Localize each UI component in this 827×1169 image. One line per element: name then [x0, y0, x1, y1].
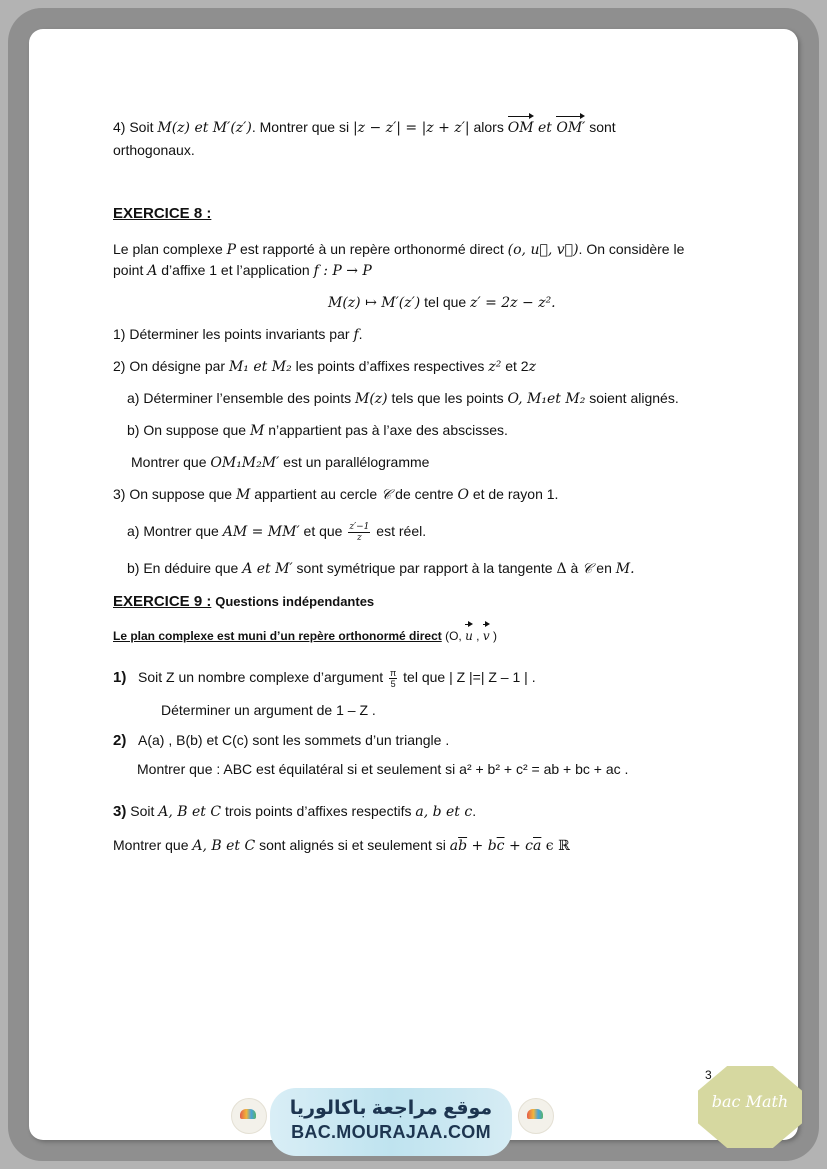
- ex8-text: 2) On désigne par: [113, 358, 229, 374]
- ex8-text: et 2: [501, 358, 529, 374]
- map-f: f : P → P: [313, 263, 372, 279]
- ex9-text: A(a) , B(b) et C(c) sont les sommets d’un triangle .: [138, 732, 450, 748]
- ex8-q1: [113, 325, 363, 344]
- point-m: M: [249, 423, 265, 439]
- ex8-text: et que: [299, 523, 347, 539]
- ex9-text: trois points d’affixes respectifs: [221, 803, 416, 819]
- real-set: ϵ ℝ: [541, 838, 570, 854]
- point-m: M: [235, 487, 251, 503]
- ex9-q2: [113, 731, 449, 750]
- question-number: 2): [113, 732, 127, 749]
- q4-line-2: orthogonaux.: [113, 142, 195, 158]
- ex8-text: b) On suppose que: [127, 422, 250, 438]
- ex8-text: tels que les points: [387, 390, 508, 406]
- ex9-q3: [113, 802, 476, 821]
- fraction-numerator: π: [390, 667, 397, 678]
- points-abc: A, B et C: [158, 804, 222, 820]
- ex9-frame-line: [113, 627, 497, 645]
- conjugate-c: $\overline{c}$: [496, 838, 505, 854]
- ex8-text: et de rayon 1.: [468, 486, 559, 502]
- ex8-q2b-line2: [131, 453, 429, 472]
- ex9-text: sont alignés si et seulement si: [255, 837, 450, 853]
- ex9-text: Soit: [126, 803, 159, 819]
- q4-points: M(z) et M′(z′): [157, 120, 252, 136]
- point-m: M.: [615, 561, 635, 577]
- fraction-denominator: 5: [390, 678, 396, 689]
- page-number: 3: [705, 1068, 712, 1082]
- plane-symbol: P: [226, 242, 237, 258]
- vector-v: v: [482, 629, 490, 643]
- ex8-text: 1) Déterminer les points invariants par: [113, 326, 354, 342]
- ex8-q2b: [127, 421, 508, 440]
- ex8-q2: [113, 357, 536, 376]
- ex8-point-line: [113, 261, 372, 280]
- f-symbol: f: [353, 327, 359, 343]
- question-number: 1): [113, 669, 127, 686]
- exercise-8-heading: EXERCICE 8 :: [113, 205, 212, 222]
- ex8-text: . On considère le: [578, 241, 685, 257]
- ex9-text: tel que | Z |=| Z – 1 | .: [399, 669, 536, 685]
- ex8-text: tel que: [420, 294, 471, 310]
- quadrilateral: OM₁M₂M′: [210, 455, 280, 471]
- ex9-q1: [113, 666, 536, 689]
- site-emblem-icon: [231, 1098, 267, 1134]
- ex8-text: 3) On suppose que: [113, 486, 236, 502]
- ex8-text: les points d’affixes respectives: [291, 358, 489, 374]
- point-a: A: [147, 263, 158, 279]
- points-abc: A, B et C: [192, 838, 256, 854]
- z-squared: z²: [488, 359, 502, 375]
- frame-notation: (o, u⃗, v⃗): [507, 242, 579, 258]
- ex8-text: Montrer que: [131, 454, 211, 470]
- ex8-text: Le plan complexe: [113, 241, 227, 257]
- ex8-text: b) En déduire que: [127, 560, 243, 576]
- ex8-text: a) Montrer que: [127, 523, 223, 539]
- vector-om: OM: [507, 120, 534, 136]
- ex8-text: est rapporté à un repère orthonormé direct: [236, 241, 508, 257]
- q4-text: . Montrer que si: [251, 119, 353, 135]
- ex8-text: de centre: [391, 486, 458, 502]
- points-m1-m2: M₁ et M₂: [228, 359, 292, 375]
- ex8-text: .: [358, 326, 363, 342]
- ex9-text: Soit Z un nombre complexe d’argument: [138, 669, 388, 685]
- ex8-text: appartient au cercle: [250, 486, 382, 502]
- ex9-text: Montrer que: [113, 837, 193, 853]
- ex9-text: ,: [472, 629, 483, 643]
- ex8-q3: [113, 485, 558, 504]
- ex8-intro-line: [113, 240, 684, 259]
- q4-text: alors: [469, 119, 508, 135]
- tangent-delta: Δ: [556, 561, 567, 577]
- z-symbol: z: [528, 359, 536, 375]
- ex8-q2a: [127, 389, 679, 408]
- ex8-q3a: [127, 519, 426, 544]
- ex8-text: sont symétrique par rapport à la tangente: [292, 560, 557, 576]
- points-o-m1-m2: O, M₁et M₂: [507, 391, 586, 407]
- ex8-text: en: [592, 560, 616, 576]
- ex9-q1-line2: Déterminer un argument de 1 – Z .: [161, 702, 376, 718]
- ex8-text: à: [566, 560, 583, 576]
- vector-u: u: [465, 629, 473, 643]
- ex8-text: soient alignés.: [585, 390, 679, 406]
- fraction-numerator: z′−1: [349, 521, 370, 532]
- ex8-text: n’appartient pas à l’axe des abscisses.: [264, 422, 508, 438]
- question-number: 3): [113, 803, 127, 820]
- site-banner-link[interactable]: [270, 1088, 512, 1156]
- ex8-definition-line: [328, 293, 556, 312]
- fraction: [348, 522, 370, 543]
- ex9-text: (O,: [441, 629, 466, 643]
- expr-term: + b: [467, 838, 497, 854]
- ex9-text: ): [489, 629, 497, 643]
- point-mz: M(z): [355, 391, 388, 407]
- banner-arabic-title: موقع مراجعة باكالوريا: [289, 1098, 493, 1119]
- expr-term: + c: [504, 838, 533, 854]
- circle-c: 𝒞: [582, 561, 593, 577]
- q4-text: 4) Soit: [113, 119, 158, 135]
- site-emblem-icon: [518, 1098, 554, 1134]
- ex8-text: d’affixe 1 et l’application: [157, 262, 314, 278]
- q4-condition: |z − z′| = |z + z′|: [352, 120, 470, 136]
- conjugate-a: $\overline{a}$: [533, 838, 542, 854]
- ex8-text: est un parallélogramme: [279, 454, 430, 470]
- ex8-text: est réel.: [372, 523, 427, 539]
- banner-url: BAC.MOURAJAA.COM: [291, 1122, 491, 1142]
- ex9-q2-line2: Montrer que : ABC est équilatéral si et seulement si a² + b² + c² = ab + bc + ac .: [137, 761, 629, 777]
- fraction-denominator: z: [357, 532, 362, 543]
- conjugate-b: $\overline{b}$: [458, 838, 468, 854]
- expr-term: a: [449, 838, 459, 854]
- points-a-mprime: A et M′: [242, 561, 293, 577]
- ex8-q3b: [127, 559, 635, 578]
- ex8-text: a) Déterminer l’ensemble des points: [127, 390, 355, 406]
- q4-line-1: [113, 118, 616, 137]
- map-definition: M(z) ↦ M′(z′): [328, 295, 421, 311]
- exercise-9-title-line: [113, 592, 374, 611]
- circle-c: 𝒞: [381, 487, 392, 503]
- ex9-q3-line2: [113, 836, 570, 855]
- exercise-9-heading: EXERCICE 9 :: [113, 593, 212, 610]
- ex8-text: point: [113, 262, 148, 278]
- q4-and: et: [533, 120, 557, 136]
- page-sheet: [29, 29, 798, 1140]
- ex9-frame-text: Le plan complexe est muni d’un repère orthonormé direct: [113, 629, 442, 643]
- ex9-text: .: [472, 803, 477, 819]
- point-o: O: [457, 487, 469, 503]
- exercise-9-subheading: Questions indépendantes: [215, 594, 375, 609]
- vector-om-prime: OM′: [556, 120, 586, 136]
- equality-am-mm: AM = MM′: [222, 524, 300, 540]
- fraction-pi-over-5: [389, 668, 397, 689]
- affixes-abc: a, b et c: [415, 804, 473, 820]
- bac-math-logo-text: bac Math: [711, 1092, 789, 1111]
- map-formula: z′ = 2z − z².: [470, 295, 556, 311]
- q4-text: sont: [585, 119, 616, 135]
